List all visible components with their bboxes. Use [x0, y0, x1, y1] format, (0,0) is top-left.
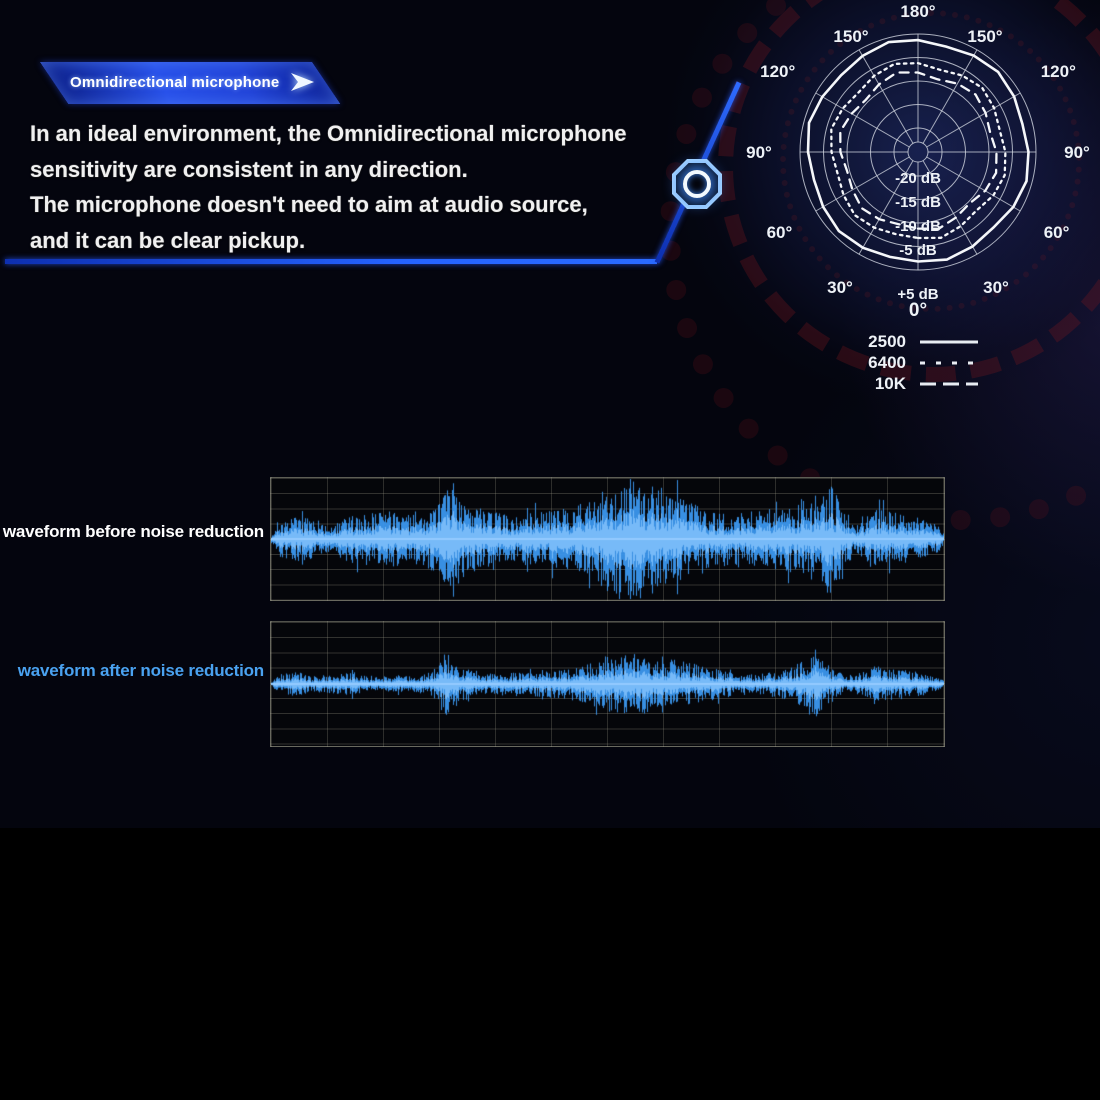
legend-row: [858, 352, 980, 373]
svg-text:60°: 60°: [1043, 223, 1070, 242]
section-banner: [70, 72, 315, 92]
waveform-after-plot: [271, 622, 944, 746]
waveform-before-label: waveform before noise reduction: [2, 522, 264, 541]
description-line: sensitivity are consistent in any direction.: [30, 156, 468, 182]
svg-text:60°: 60°: [766, 223, 793, 242]
legend-label: 6400: [868, 352, 906, 372]
banner-title: Omnidirectional microphone: [70, 73, 280, 91]
divider-line-horizontal: [5, 259, 657, 264]
svg-text:90°: 90°: [746, 143, 772, 162]
polar-pattern-chart: [726, 0, 1100, 330]
glow-ring-icon: [683, 170, 711, 198]
octagon-target-icon: [672, 159, 722, 209]
svg-text:90°: 90°: [1064, 143, 1090, 162]
waveform-after-label: waveform after noise reduction: [17, 661, 264, 680]
svg-text:-5 dB: -5 dB: [899, 242, 937, 259]
description-line: and it can be clear pickup.: [30, 227, 306, 253]
legend-row: [858, 373, 980, 394]
svg-text:150°: 150°: [833, 26, 869, 46]
waveform-after-panel: [270, 621, 945, 747]
svg-text:30°: 30°: [983, 278, 1009, 298]
svg-text:120°: 120°: [760, 62, 796, 81]
legend-row: [858, 331, 980, 352]
waveform-before-panel: [270, 477, 945, 601]
lower-black-section: [0, 828, 1100, 1100]
chart-legend: [858, 331, 980, 394]
legend-line-sample: [918, 380, 980, 388]
svg-text:-10 dB: -10 dB: [895, 218, 941, 235]
legend-label: 2500: [868, 331, 906, 351]
description-line: In an ideal environment, the Omnidirectional microphone: [30, 121, 627, 146]
legend-line-sample: [918, 338, 980, 346]
play-arrow-icon: [289, 72, 315, 92]
legend-label: 10K: [874, 373, 906, 393]
svg-text:120°: 120°: [1040, 62, 1076, 81]
description-text: [30, 116, 690, 258]
legend-line-sample: [918, 359, 980, 367]
description-line: The microphone doesn't need to aim at audio source,: [30, 192, 588, 217]
svg-text:-15 dB: -15 dB: [895, 194, 941, 211]
svg-text:180°: 180°: [900, 2, 936, 21]
svg-text:0°: 0°: [908, 300, 928, 321]
svg-text:-20 dB: -20 dB: [895, 170, 941, 187]
svg-text:+5 dB: +5 dB: [897, 286, 939, 303]
svg-text:30°: 30°: [827, 278, 853, 298]
svg-text:150°: 150°: [967, 26, 1003, 46]
waveform-before-plot: [271, 478, 944, 600]
